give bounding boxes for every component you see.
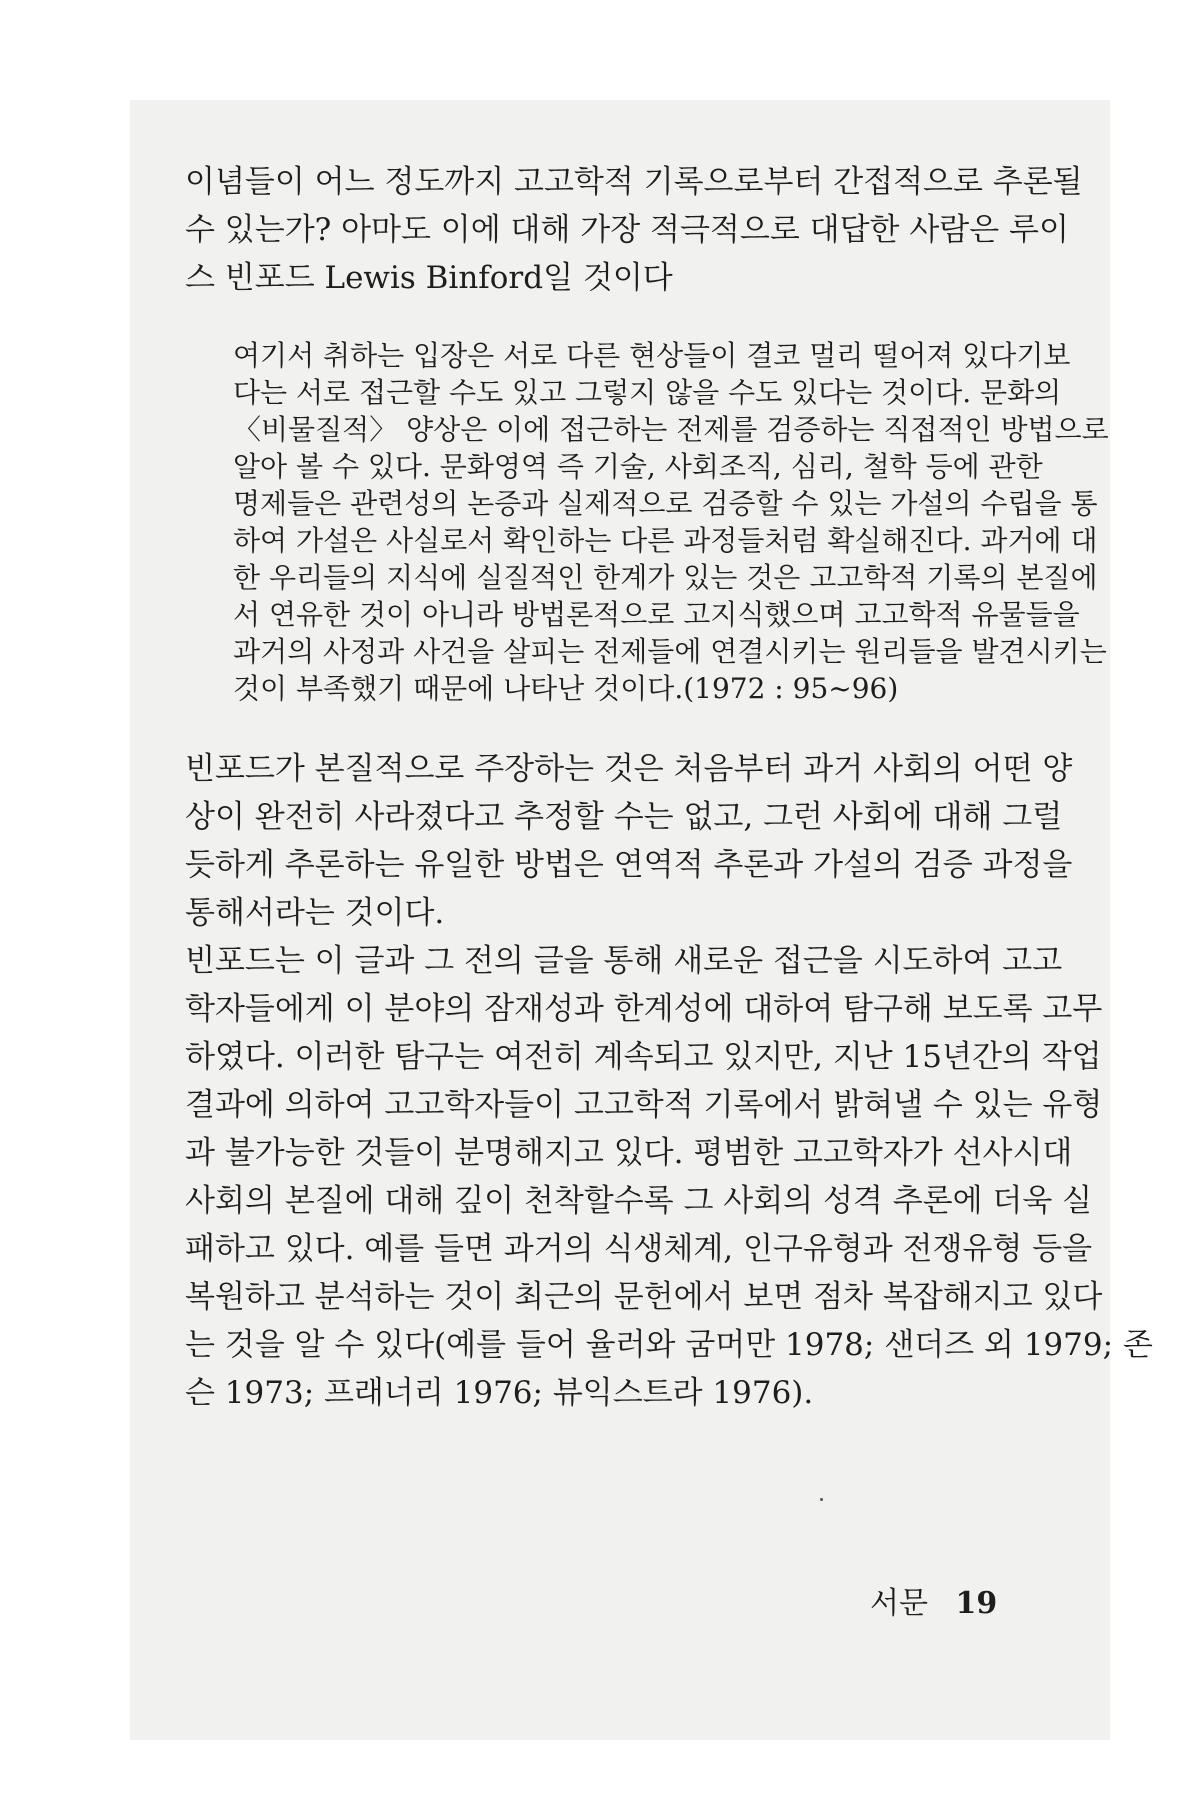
text-line: 복원하고 분석하는 것이 최근의 문헌에서 보면 점차 복잡해지고 있다 [185, 1279, 1103, 1315]
text-line: 패하고 있다. 예를 들면 과거의 식생체계, 인구유형과 전쟁유형 등을 [185, 1231, 1093, 1267]
page-number: 19 [955, 1586, 998, 1621]
text-line: 학자들에게 이 분야의 잠재성과 한계성에 대하여 탐구해 보도록 고무 [185, 991, 1103, 1027]
text-line: 결과에 의하여 고고학자들이 고고학적 기록에서 밝혀낼 수 있는 유형 [185, 1087, 1103, 1123]
page-footer [870, 1578, 997, 1622]
text-line: 과 불가능한 것들이 분명해지고 있다. 평범한 고고학자가 선사시대 [185, 1135, 1073, 1171]
quote-line: 〈비물질적〉 양상은 이에 접근하는 전제를 검증하는 직접적인 방법으로 [233, 413, 1109, 446]
quote-line: 과거의 사정과 사건을 살피는 전제들에 연결시키는 원리들을 발견시키는 [233, 635, 1107, 668]
quote-line: 여기서 취하는 입장은 서로 다른 현상들이 결코 멀리 떨어져 있다기보 [233, 339, 1071, 372]
print-speck [820, 1498, 823, 1501]
text-line: 이념들이 어느 정도까지 고고학적 기록으로부터 간접적으로 추론될 [185, 164, 1083, 200]
quote-line: 서 연유한 것이 아니라 방법론적으로 고지식했으며 고고학적 유물들을 [233, 598, 1080, 631]
text-line: 스 빈포드 Lewis Binford일 것이다 [185, 260, 673, 296]
text-line: 슨 1973; 프래너리 1976; 뷰익스트라 1976). [185, 1375, 814, 1411]
quote-line: 하여 가설은 사실로서 확인하는 다른 과정들처럼 확실해진다. 과거에 대 [233, 524, 1098, 557]
text-line: 상이 완전히 사라졌다고 추정할 수는 없고, 그런 사회에 대해 그럴 [185, 799, 1063, 835]
text-line: 수 있는가? 아마도 이에 대해 가장 적극적으로 대답한 사람은 루이 [185, 212, 1069, 248]
text-line: 빈포드는 이 글과 그 전의 글을 통해 새로운 접근을 시도하여 고고 [185, 943, 1063, 979]
text-line: 는 것을 알 수 있다(예를 들어 율러와 굼머만 1978; 샌더즈 외 1979; 존 [185, 1327, 1153, 1363]
text-line: 하였다. 이러한 탐구는 여전히 계속되고 있지만, 지난 15년간의 작업 [185, 1039, 1102, 1075]
section-title: 서문 [870, 1586, 928, 1621]
quote-line: 한 우리들의 지식에 실질적인 한계가 있는 것은 고고학적 기록의 본질에 [233, 561, 1098, 594]
text-line: 듯하게 추론하는 유일한 방법은 연역적 추론과 가설의 검증 과정을 [185, 847, 1073, 883]
quote-citation-line: 것이 부족했기 때문에 나타난 것이다.(1972 : 95~96) [233, 672, 899, 705]
text-line: 통해서라는 것이다. [185, 895, 445, 931]
quote-line: 명제들은 관련성의 논증과 실제적으로 검증할 수 있는 가설의 수립을 통 [233, 487, 1098, 520]
quote-line: 알아 볼 수 있다. 문화영역 즉 기술, 사회조직, 심리, 철학 등에 관한 [233, 450, 1043, 483]
text-line: 빈포드가 본질적으로 주장하는 것은 처음부터 과거 사회의 어떤 양 [185, 751, 1073, 787]
text-line: 사회의 본질에 대해 깊이 천착할수록 그 사회의 성격 추론에 더욱 실 [185, 1183, 1093, 1219]
quote-line: 다는 서로 접근할 수도 있고 그렇지 않을 수도 있다는 것이다. 문화의 [233, 376, 1062, 409]
